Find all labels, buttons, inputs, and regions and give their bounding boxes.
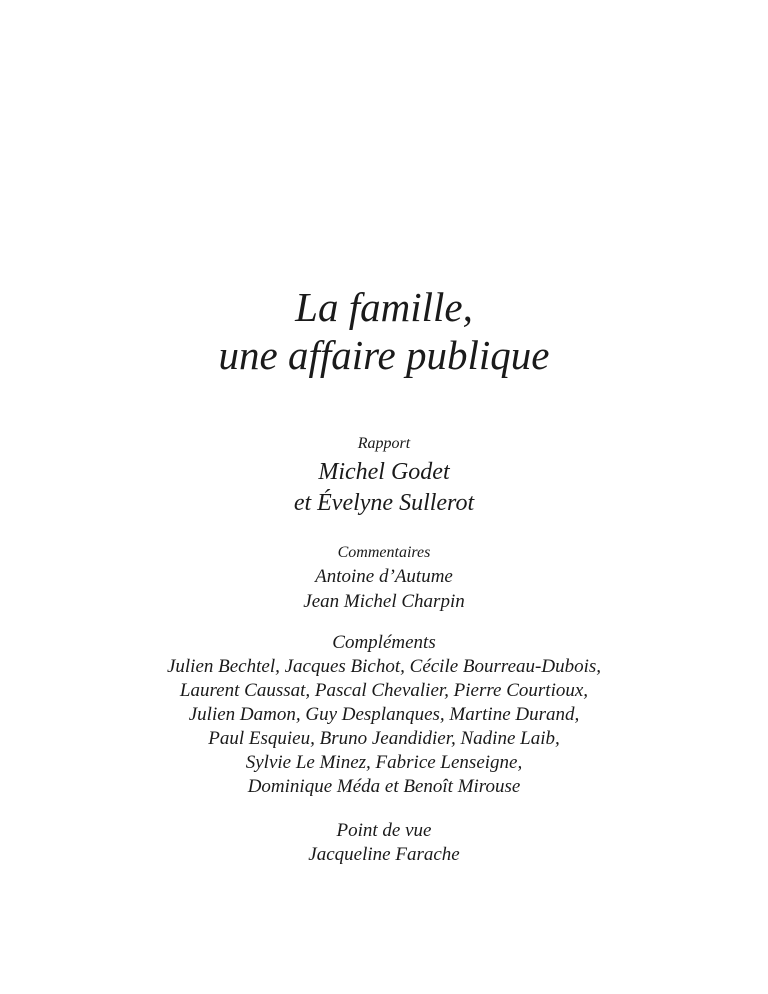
complements-line: Dominique Méda et Benoît Mirouse bbox=[247, 776, 521, 797]
rapport-author: et Évelyne Sullerot bbox=[293, 490, 475, 516]
complements-line: Sylvie Le Minez, Fabrice Lenseigne, bbox=[245, 752, 523, 773]
complements-line: Paul Esquieu, Bruno Jeandidier, Nadine Laib, bbox=[208, 728, 560, 749]
complements-label: Compléments bbox=[332, 632, 436, 653]
complements-line: Julien Damon, Guy Desplanques, Martine Durand, bbox=[188, 704, 580, 725]
commentaire-author: Jean Michel Charpin bbox=[303, 591, 465, 612]
rapport-label: Rapport bbox=[357, 435, 411, 452]
commentaire-author: Antoine d’Autume bbox=[315, 566, 453, 587]
commentaires-label: Commentaires bbox=[337, 544, 431, 561]
book-title-line-1: La famille, bbox=[295, 284, 473, 330]
complements-line: Julien Bechtel, Jacques Bichot, Cécile Bourreau-Dubois, bbox=[166, 656, 602, 677]
point-de-vue-author: Jacqueline Farache bbox=[308, 844, 460, 865]
rapport-author: Michel Godet bbox=[318, 459, 450, 485]
complements-line: Laurent Caussat, Pascal Chevalier, Pierre Courtioux, bbox=[179, 680, 589, 701]
point-de-vue-label: Point de vue bbox=[336, 820, 432, 841]
book-title-line-2: une affaire publique bbox=[218, 332, 550, 378]
